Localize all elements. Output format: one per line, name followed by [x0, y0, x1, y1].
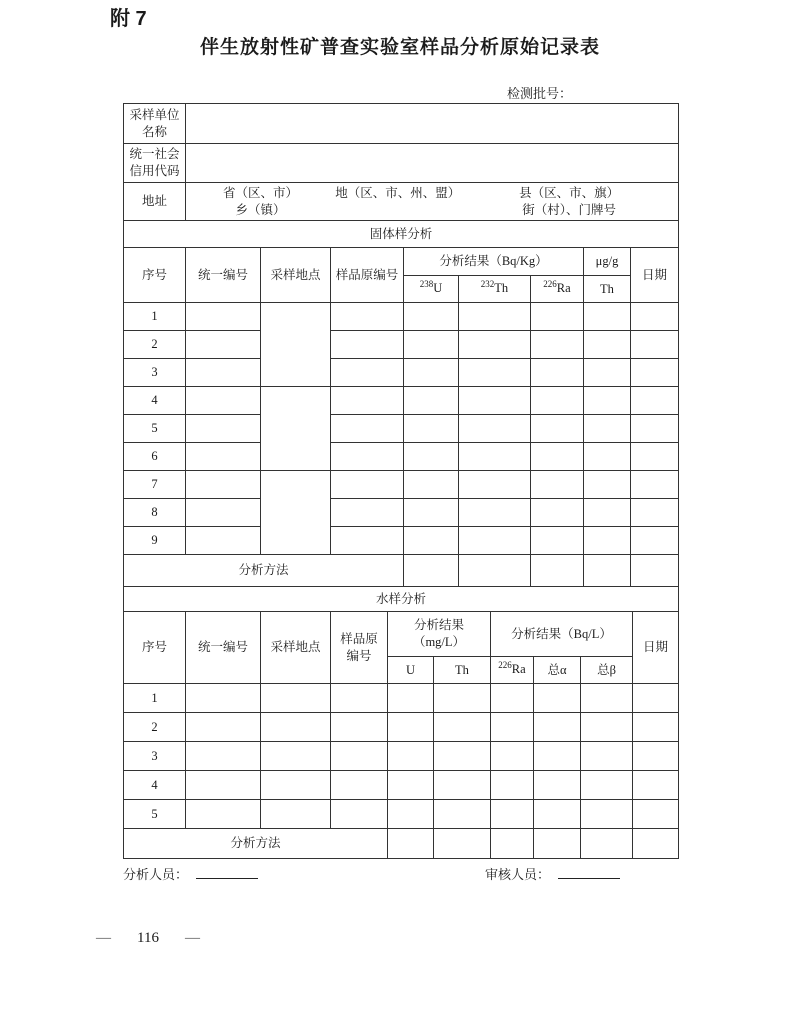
blank-cell	[534, 713, 581, 742]
blank-cell	[534, 742, 581, 771]
solid-col-header-orig-no: 样品原编号	[331, 248, 404, 303]
blank-cell	[404, 415, 459, 443]
water-col-header-th: Th	[434, 657, 491, 684]
reviewer-signature-group	[485, 864, 620, 883]
sampling-unit-value-cell	[186, 104, 679, 144]
address-value-cell	[186, 183, 679, 221]
blank-cell	[186, 471, 261, 499]
blank-cell	[531, 443, 584, 471]
water-col-header-u: U	[388, 657, 434, 684]
water-orig-no-line2: 编号	[346, 648, 372, 663]
blank-cell	[581, 684, 633, 713]
blank-cell	[491, 742, 534, 771]
water-col-header-location: 采样地点	[261, 612, 331, 684]
analyst-signature-line	[196, 864, 258, 879]
blank-cell	[491, 684, 534, 713]
u238-symbol: U	[433, 281, 443, 296]
solid-analysis-table	[123, 220, 679, 587]
blank-cell	[404, 443, 459, 471]
blank-cell	[584, 387, 631, 415]
reviewer-signature-line	[558, 864, 620, 879]
page-dash-right: —	[184, 930, 200, 946]
blank-cell	[581, 829, 633, 859]
water-col-header-result-bql: 分析结果（Bq/L）	[491, 612, 633, 657]
blank-cell	[331, 771, 388, 800]
solid-col-header-th232	[459, 276, 531, 303]
ra226-mass-number: 226	[543, 279, 557, 290]
blank-cell	[631, 527, 679, 555]
blank-cell	[534, 829, 581, 859]
solid-row-number-cell: 9	[124, 527, 186, 555]
blank-cell	[631, 359, 679, 387]
reviewer-label: 审核人员：	[484, 867, 550, 882]
blank-cell	[459, 303, 531, 331]
blank-cell	[331, 443, 404, 471]
solid-col-header-th: Th	[584, 276, 631, 303]
blank-cell	[631, 415, 679, 443]
blank-cell	[434, 713, 491, 742]
water-col-header-total-alpha: 总α	[534, 657, 581, 684]
sampling-unit-label-cell	[124, 104, 186, 144]
blank-cell	[584, 415, 631, 443]
batch-number-label: 检测批号：	[506, 86, 572, 101]
water-col-header-result-mgl	[388, 612, 491, 657]
solid-col-header-unified-no: 统一编号	[186, 248, 261, 303]
blank-cell	[186, 359, 261, 387]
blank-cell	[631, 499, 679, 527]
blank-cell	[459, 527, 531, 555]
solid-col-header-result-bqkg: 分析结果（Bq/Kg）	[404, 248, 584, 276]
blank-cell	[331, 713, 388, 742]
blank-cell	[186, 331, 261, 359]
solid-location-merged-cell	[261, 471, 331, 555]
water-method-label-cell: 分析方法	[124, 829, 388, 859]
blank-cell	[633, 829, 679, 859]
blank-cell	[331, 359, 404, 387]
water-col-header-seq: 序号	[124, 612, 186, 684]
blank-cell	[404, 555, 459, 587]
solid-col-header-date: 日期	[631, 248, 679, 303]
appendix-label: 附 7	[110, 8, 147, 30]
page-number-value: 116	[137, 930, 159, 946]
water-col-header-date: 日期	[633, 612, 679, 684]
blank-cell	[581, 713, 633, 742]
solid-location-merged-cell	[261, 303, 331, 387]
blank-cell	[434, 742, 491, 771]
blank-cell	[388, 713, 434, 742]
page-number	[96, 930, 200, 947]
blank-cell	[261, 742, 331, 771]
blank-cell	[531, 499, 584, 527]
blank-cell	[186, 713, 261, 742]
blank-cell	[584, 359, 631, 387]
blank-cell	[404, 303, 459, 331]
blank-cell	[186, 742, 261, 771]
blank-cell	[331, 800, 388, 829]
blank-cell	[534, 800, 581, 829]
blank-cell	[434, 800, 491, 829]
address-township-label: 乡（镇）	[235, 202, 286, 217]
blank-cell	[261, 713, 331, 742]
blank-cell	[388, 800, 434, 829]
water-analysis-table	[123, 586, 679, 859]
blank-cell	[404, 359, 459, 387]
credit-code-label-line1: 统一社会	[129, 147, 180, 162]
blank-cell	[633, 742, 679, 771]
blank-cell	[331, 471, 404, 499]
blank-cell	[459, 415, 531, 443]
blank-cell	[388, 684, 434, 713]
blank-cell	[581, 800, 633, 829]
blank-cell	[631, 387, 679, 415]
blank-cell	[491, 829, 534, 859]
blank-cell	[331, 684, 388, 713]
ra226-symbol: Ra	[511, 662, 526, 677]
blank-cell	[186, 684, 261, 713]
blank-cell	[531, 555, 584, 587]
solid-col-header-ugg: μg/g	[584, 248, 631, 276]
blank-cell	[186, 800, 261, 829]
blank-cell	[633, 713, 679, 742]
water-row-number-cell: 1	[124, 684, 186, 713]
blank-cell	[331, 742, 388, 771]
water-col-header-total-beta: 总β	[581, 657, 633, 684]
blank-cell	[404, 499, 459, 527]
blank-cell	[491, 713, 534, 742]
blank-cell	[261, 684, 331, 713]
page-dash-left: —	[96, 930, 111, 946]
water-col-header-unified-no: 统一编号	[186, 612, 261, 684]
info-table	[123, 103, 679, 221]
blank-cell	[531, 415, 584, 443]
blank-cell	[534, 684, 581, 713]
solid-col-header-seq: 序号	[124, 248, 186, 303]
address-county-label: 县（区、市、旗）	[519, 185, 620, 200]
blank-cell	[459, 499, 531, 527]
solid-col-header-ra226	[531, 276, 584, 303]
blank-cell	[459, 331, 531, 359]
blank-cell	[534, 771, 581, 800]
blank-cell	[531, 387, 584, 415]
blank-cell	[261, 800, 331, 829]
sampling-unit-label-line2: 名称	[141, 124, 167, 139]
blank-cell	[261, 771, 331, 800]
blank-cell	[404, 331, 459, 359]
solid-row-number-cell: 8	[124, 499, 186, 527]
blank-cell	[633, 771, 679, 800]
signature-row	[123, 864, 678, 883]
blank-cell	[331, 499, 404, 527]
blank-cell	[459, 359, 531, 387]
blank-cell	[584, 527, 631, 555]
solid-row-number-cell: 4	[124, 387, 186, 415]
blank-cell	[631, 555, 679, 587]
solid-location-merged-cell	[261, 387, 331, 471]
blank-cell	[531, 527, 584, 555]
blank-cell	[186, 499, 261, 527]
blank-cell	[631, 331, 679, 359]
analyst-signature-group	[123, 864, 258, 883]
address-street-label: 街（村）、门牌号	[522, 202, 617, 217]
blank-cell	[388, 829, 434, 859]
water-col-header-ra226	[491, 657, 534, 684]
blank-cell	[581, 742, 633, 771]
address-label-cell: 地址	[124, 183, 186, 221]
water-row-number-cell: 4	[124, 771, 186, 800]
blank-cell	[434, 684, 491, 713]
water-row-number-cell: 2	[124, 713, 186, 742]
blank-cell	[459, 471, 531, 499]
blank-cell	[186, 443, 261, 471]
blank-cell	[331, 527, 404, 555]
blank-cell	[331, 331, 404, 359]
blank-cell	[186, 415, 261, 443]
blank-cell	[388, 771, 434, 800]
blank-cell	[631, 471, 679, 499]
blank-cell	[434, 771, 491, 800]
solid-row-number-cell: 2	[124, 331, 186, 359]
blank-cell	[186, 771, 261, 800]
water-row-number-cell: 5	[124, 800, 186, 829]
blank-cell	[331, 387, 404, 415]
blank-cell	[631, 443, 679, 471]
blank-cell	[491, 800, 534, 829]
water-mgl-line2: （mg/L）	[412, 635, 466, 649]
solid-section-title: 固体样分析	[124, 221, 679, 248]
blank-cell	[491, 771, 534, 800]
blank-cell	[388, 742, 434, 771]
address-line2	[187, 202, 677, 219]
credit-code-label-cell	[124, 144, 186, 183]
solid-col-header-location: 采样地点	[261, 248, 331, 303]
blank-cell	[584, 331, 631, 359]
credit-code-value-cell	[186, 144, 679, 183]
solid-method-label-cell: 分析方法	[124, 555, 404, 587]
blank-cell	[186, 387, 261, 415]
blank-cell	[631, 303, 679, 331]
blank-cell	[331, 415, 404, 443]
sampling-unit-label-line1: 采样单位	[129, 107, 180, 122]
record-form	[123, 103, 678, 859]
analyst-label: 分析人员：	[123, 867, 189, 882]
water-mgl-line1: 分析结果	[413, 618, 464, 633]
th232-mass-number: 232	[480, 279, 495, 290]
blank-cell	[404, 471, 459, 499]
address-spacer	[334, 202, 461, 219]
blank-cell	[186, 303, 261, 331]
blank-cell	[531, 359, 584, 387]
blank-cell	[584, 499, 631, 527]
blank-cell	[531, 471, 584, 499]
blank-cell	[581, 771, 633, 800]
solid-row-number-cell: 6	[124, 443, 186, 471]
solid-row-number-cell: 3	[124, 359, 186, 387]
blank-cell	[331, 303, 404, 331]
ra226-mass-number: 226	[498, 660, 512, 671]
blank-cell	[186, 527, 261, 555]
blank-cell	[404, 387, 459, 415]
blank-cell	[633, 684, 679, 713]
water-col-header-orig-no	[331, 612, 388, 684]
credit-code-label-line2: 信用代码	[129, 164, 180, 178]
address-line1	[187, 185, 677, 202]
blank-cell	[584, 303, 631, 331]
u238-mass-number: 238	[419, 279, 434, 290]
address-province-label: 省（区、市）	[222, 185, 298, 200]
solid-row-number-cell: 7	[124, 471, 186, 499]
water-row-number-cell: 3	[124, 742, 186, 771]
water-orig-no-line1: 样品原	[340, 631, 378, 646]
solid-row-number-cell: 5	[124, 415, 186, 443]
blank-cell	[404, 527, 459, 555]
address-prefecture-label: 地（区、市、州、盟）	[335, 185, 461, 200]
blank-cell	[584, 555, 631, 587]
blank-cell	[459, 443, 531, 471]
solid-col-header-u238	[404, 276, 459, 303]
blank-cell	[459, 555, 531, 587]
solid-row-number-cell: 1	[124, 303, 186, 331]
blank-cell	[584, 443, 631, 471]
blank-cell	[531, 303, 584, 331]
ra226-symbol: Ra	[556, 281, 571, 296]
blank-cell	[434, 829, 491, 859]
blank-cell	[633, 800, 679, 829]
document-title: 伴生放射性矿普查实验室样品分析原始记录表	[199, 37, 600, 58]
blank-cell	[459, 387, 531, 415]
th232-symbol: Th	[494, 281, 509, 296]
water-section-title: 水样分析	[124, 587, 679, 612]
blank-cell	[584, 471, 631, 499]
blank-cell	[531, 331, 584, 359]
